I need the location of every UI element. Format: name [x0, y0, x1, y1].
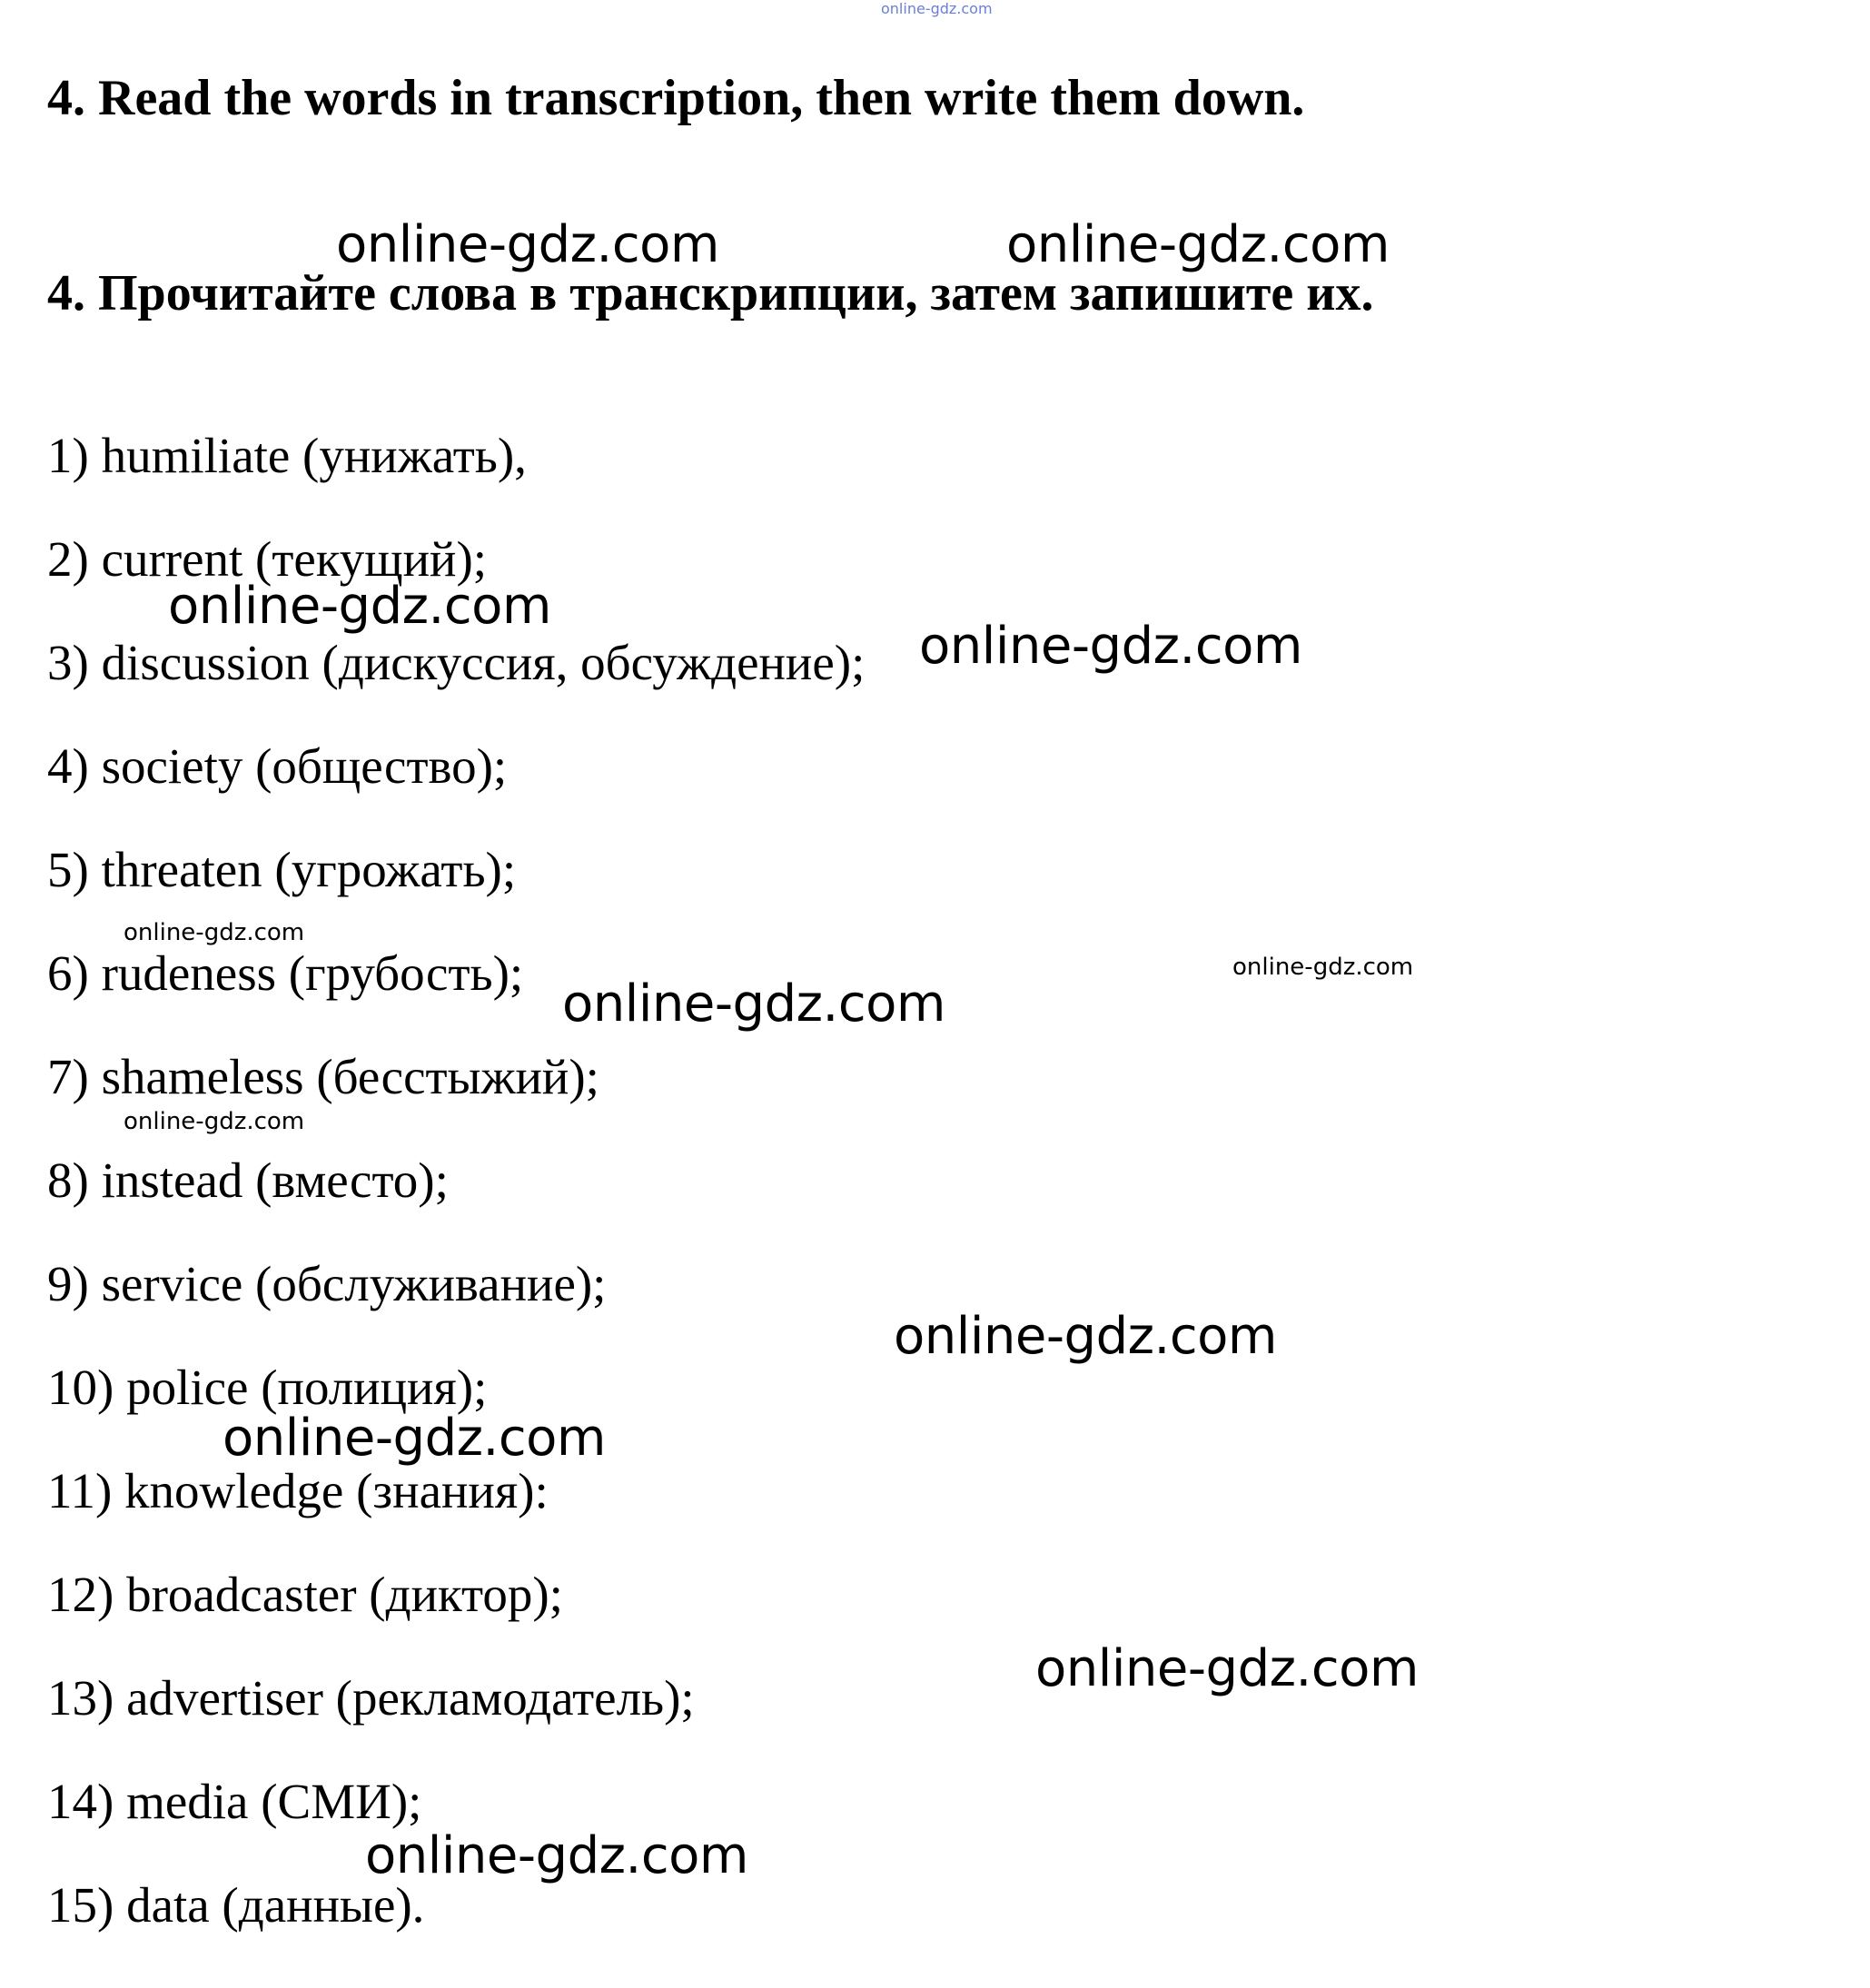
list-item: 12) broadcaster (диктор); [47, 1567, 563, 1622]
watermark: online-gdz.com [562, 974, 945, 1034]
watermark: online-gdz.com [168, 577, 551, 636]
watermark: online-gdz.com [919, 617, 1302, 676]
list-item: 2) current (текущий); [47, 531, 488, 587]
list-item: 4) society (общество); [47, 738, 508, 794]
watermark: online-gdz.com [1006, 215, 1390, 274]
watermark: online-gdz.com [223, 1409, 606, 1468]
watermark: online-gdz.com [894, 1307, 1277, 1366]
watermark: online-gdz.com [124, 1108, 305, 1135]
list-item: 15) data (данные). [47, 1877, 425, 1933]
watermark: online-gdz.com [365, 1826, 748, 1885]
list-item: 14) media (СМИ); [47, 1774, 422, 1829]
watermark: online-gdz.com [124, 919, 305, 946]
heading-english: 4. Read the words in transcription, then write them down. [47, 70, 1305, 126]
watermark: online-gdz.com [336, 215, 719, 274]
list-item: 10) police (полиция); [47, 1360, 488, 1415]
list-item: 8) instead (вместо); [47, 1152, 449, 1208]
list-item: 13) advertiser (рекламодатель); [47, 1670, 695, 1726]
list-item: 3) discussion (дискуссия, обсуждение); [47, 635, 866, 690]
watermark: online-gdz.com [1035, 1639, 1419, 1698]
top-watermark: online-gdz.com [881, 0, 993, 17]
list-item: 11) knowledge (знания): [47, 1463, 549, 1518]
list-item: 5) threaten (угрожать); [47, 842, 517, 897]
list-item: 7) shameless (бесстыжий); [47, 1049, 599, 1104]
watermark: online-gdz.com [1232, 954, 1414, 981]
list-item: 6) rudeness (грубость); [47, 945, 524, 1001]
list-item: 9) service (обслуживание); [47, 1256, 607, 1311]
list-item: 1) humiliate (унижать), [47, 428, 527, 483]
heading-russian: 4. Прочитайте слова в транскрипции, затем запишите их. [47, 265, 1374, 321]
